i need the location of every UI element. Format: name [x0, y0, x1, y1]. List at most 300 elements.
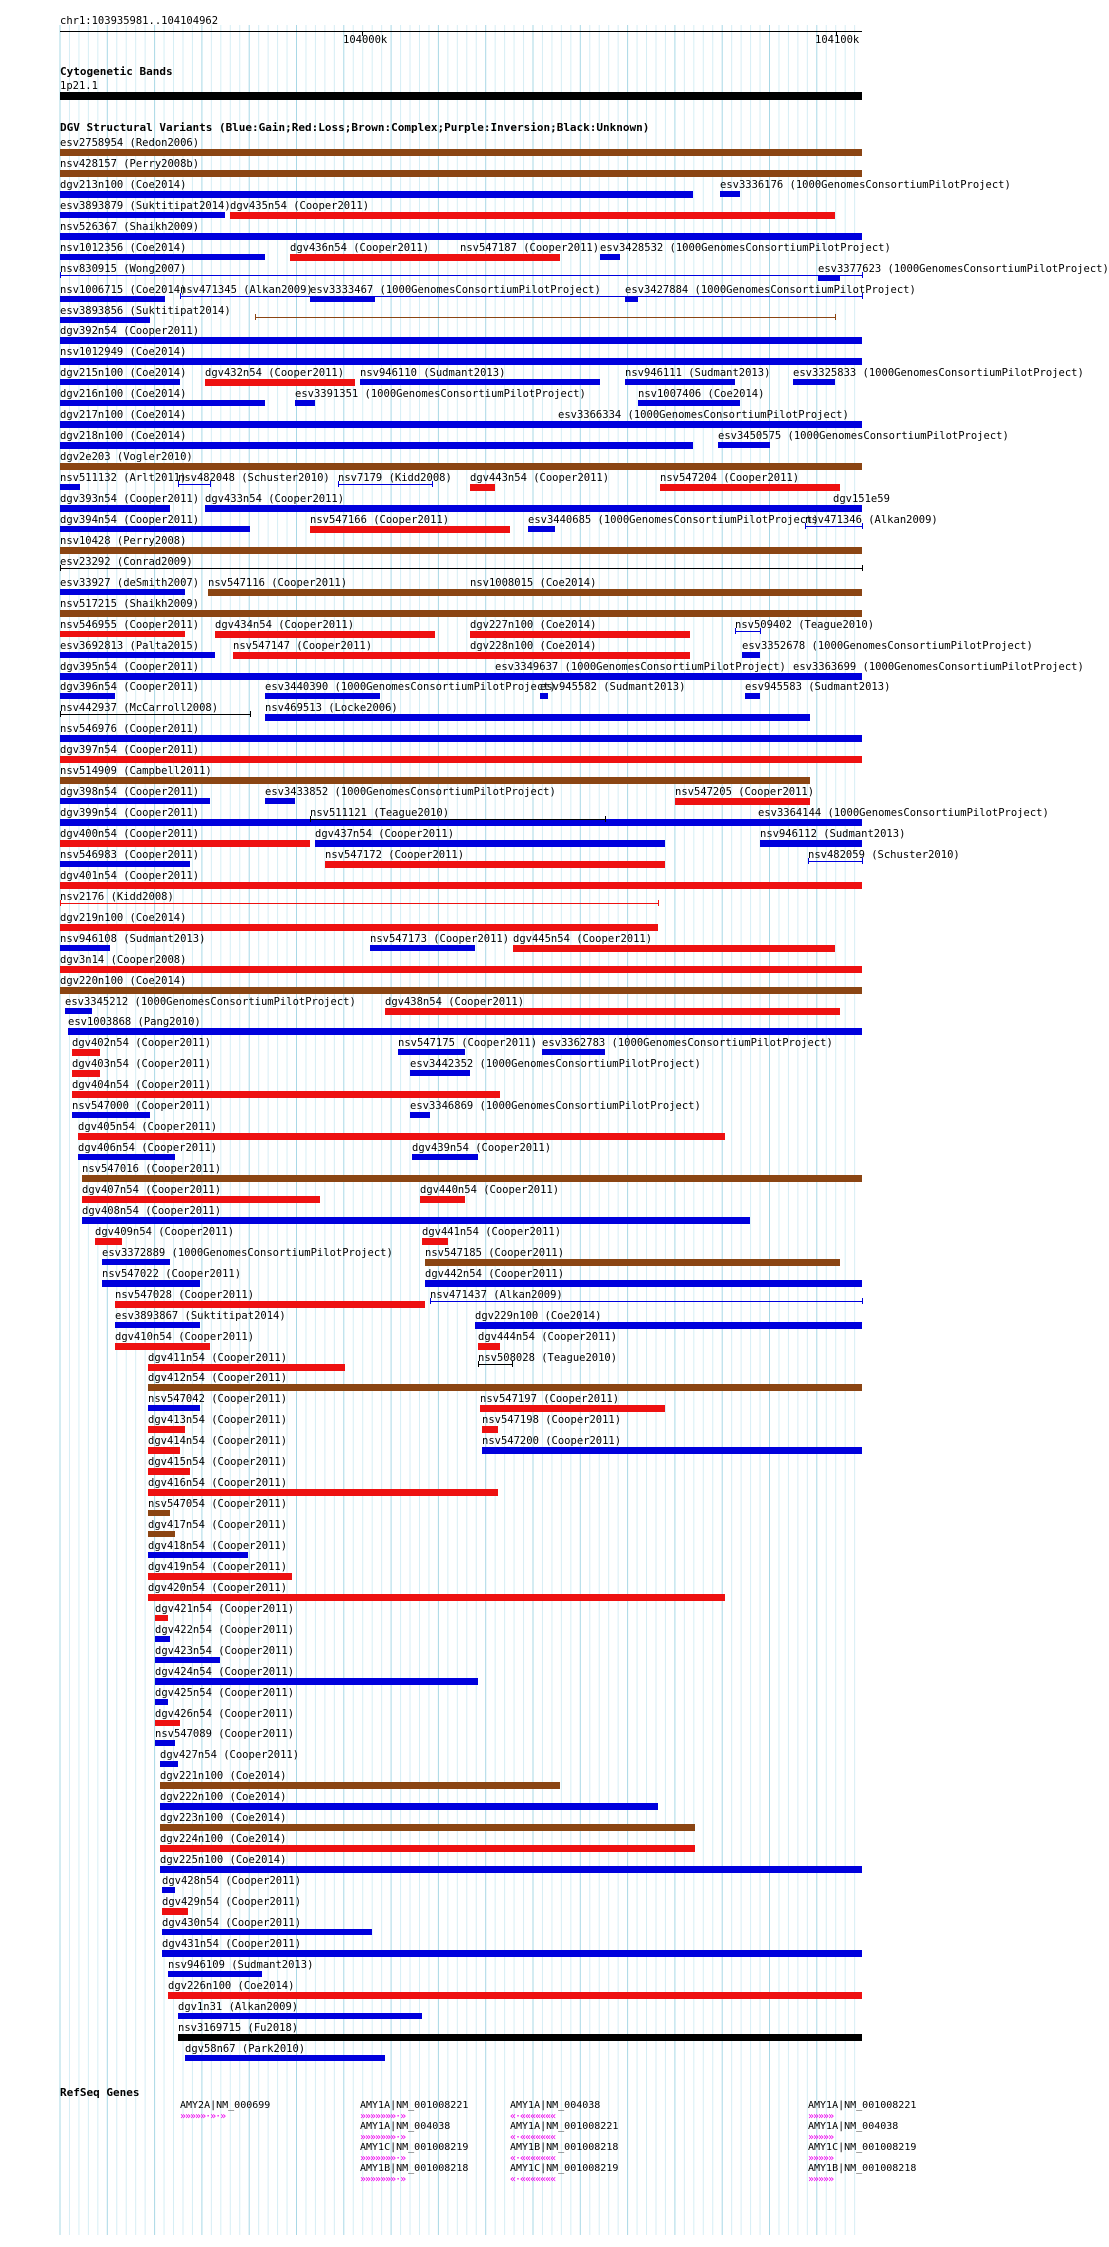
variant-label[interactable]: nsv471345 (Alkan2009) — [180, 283, 313, 296]
variant-bar-gain[interactable] — [60, 819, 862, 826]
variant-label[interactable]: dgv431n54 (Cooper2011) — [162, 1937, 302, 1950]
variant-label[interactable]: dgv413n54 (Cooper2011) — [148, 1414, 288, 1427]
variant-bar-gain[interactable] — [178, 2013, 422, 2019]
variant-label[interactable]: dgv433n54 (Cooper2011) — [205, 492, 345, 505]
gene-model-glyph[interactable]: «·««««««« — [510, 2111, 556, 2122]
gene-model-glyph[interactable]: «·««««««« — [510, 2174, 556, 2185]
variant-label[interactable]: dgv410n54 (Cooper2011) — [115, 1330, 255, 1343]
variant-label[interactable]: dgv428n54 (Cooper2011) — [162, 1875, 302, 1888]
variant-bar-loss[interactable] — [60, 631, 185, 637]
gene-label[interactable]: AMY1A|NM_004038 — [360, 2121, 451, 2132]
variant-bar-gain[interactable] — [155, 1657, 220, 1663]
variant-label[interactable]: nsv1006715 (Coe2014) — [60, 283, 187, 296]
variant-bar-loss[interactable] — [470, 484, 495, 491]
variant-label[interactable]: esv3333467 (1000GenomesConsortiumPilotProject) — [310, 283, 601, 296]
variant-bar-gain[interactable] — [542, 1049, 605, 1055]
variant-bar-gain[interactable] — [60, 191, 693, 198]
gene-model-glyph[interactable]: «·««««««« — [510, 2153, 556, 2164]
variant-bar-gain[interactable] — [60, 296, 165, 302]
variant-label[interactable]: dgv408n54 (Cooper2011) — [82, 1204, 222, 1217]
variant-label[interactable]: dgv217n100 (Coe2014) — [60, 409, 187, 422]
variant-bar-loss[interactable] — [60, 903, 658, 904]
variant-bar-gain[interactable] — [482, 1447, 862, 1454]
variant-label[interactable]: dgv417n54 (Cooper2011) — [148, 1519, 288, 1532]
variant-bar-gain[interactable] — [833, 505, 862, 512]
variant-label[interactable]: dgv423n54 (Cooper2011) — [155, 1644, 295, 1657]
variant-label[interactable]: dgv425n54 (Cooper2011) — [155, 1686, 295, 1699]
variant-bar-gain[interactable] — [160, 1866, 862, 1873]
variant-bar-gain[interactable] — [735, 631, 760, 632]
variant-bar-gain[interactable] — [638, 400, 740, 406]
variant-bar-gain[interactable] — [745, 693, 760, 699]
variant-label[interactable]: nsv3169715 (Fu2018) — [178, 2021, 299, 2034]
variant-label[interactable]: dgv221n100 (Coe2014) — [160, 1770, 287, 1783]
variant-label[interactable]: esv3427884 (1000GenomesConsortiumPilotProject) — [625, 283, 916, 296]
variant-label[interactable]: nsv547172 (Cooper2011) — [325, 848, 465, 861]
variant-bar-gain[interactable] — [412, 1154, 478, 1160]
variant-label[interactable]: dgv402n54 (Cooper2011) — [72, 1037, 212, 1050]
variant-label[interactable]: esv3372889 (1000GenomesConsortiumPilotProject) — [102, 1246, 393, 1259]
variant-label[interactable]: esv3346869 (1000GenomesConsortiumPilotProject) — [410, 1100, 701, 1113]
variant-label[interactable]: esv3325833 (1000GenomesConsortiumPilotProject) — [793, 367, 1084, 380]
variant-label[interactable]: nsv482059 (Schuster2010) — [808, 848, 960, 861]
variant-label[interactable]: nsv508028 (Teague2010) — [478, 1351, 618, 1364]
gene-model-glyph[interactable]: »»»»»·»·» — [180, 2111, 226, 2122]
variant-bar-loss[interactable] — [482, 1426, 498, 1433]
variant-bar-complex[interactable] — [60, 463, 862, 470]
variant-label[interactable]: dgv398n54 (Cooper2011) — [60, 786, 200, 799]
variant-bar-gain[interactable] — [115, 1322, 200, 1328]
variant-bar-unknown[interactable] — [60, 714, 250, 715]
variant-label[interactable]: esv3345212 (1000GenomesConsortiumPilotProject) — [65, 995, 356, 1008]
variant-bar-loss[interactable] — [205, 379, 355, 386]
variant-bar-loss[interactable] — [162, 1908, 188, 1915]
variant-bar-gain[interactable] — [155, 1636, 170, 1642]
variant-label[interactable]: esv3893856 (Suktitipat2014) — [60, 304, 231, 317]
variant-bar-complex[interactable] — [425, 1259, 840, 1266]
variant-bar-gain[interactable] — [162, 1887, 175, 1893]
variant-bar-gain[interactable] — [338, 484, 432, 485]
variant-bar-gain[interactable] — [60, 337, 862, 344]
variant-bar-gain[interactable] — [60, 589, 185, 595]
variant-label[interactable]: nsv526367 (Shaikh2009) — [60, 220, 200, 233]
variant-bar-gain[interactable] — [60, 861, 190, 867]
variant-label[interactable]: nsv511121 (Teague2010) — [310, 807, 450, 820]
variant-label[interactable]: dgv399n54 (Cooper2011) — [60, 807, 200, 820]
variant-label[interactable]: esv3352678 (1000GenomesConsortiumPilotProject) — [742, 639, 1033, 652]
variant-label[interactable]: esv2758954 (Redon2006) — [60, 137, 200, 149]
variant-bar-loss[interactable] — [148, 1426, 185, 1433]
variant-bar-loss[interactable] — [480, 1405, 665, 1412]
variant-label[interactable]: dgv395n54 (Cooper2011) — [60, 660, 200, 673]
variant-bar-loss[interactable] — [148, 1594, 725, 1601]
variant-bar-complex[interactable] — [60, 777, 810, 784]
variant-bar-gain[interactable] — [60, 358, 862, 365]
variant-label[interactable]: nsv547173 (Cooper2011) — [370, 932, 510, 945]
variant-label[interactable]: nsv547028 (Cooper2011) — [115, 1288, 255, 1301]
variant-label[interactable]: dgv226n100 (Coe2014) — [168, 1979, 295, 1992]
variant-label[interactable]: dgv415n54 (Cooper2011) — [148, 1456, 288, 1469]
gene-model-glyph[interactable]: »»»»»»»·» — [360, 2111, 406, 2122]
variant-bar-gain[interactable] — [265, 714, 810, 721]
variant-bar-gain[interactable] — [425, 1280, 862, 1287]
variant-bar-gain[interactable] — [155, 1678, 478, 1685]
variant-label[interactable]: dgv445n54 (Cooper2011) — [513, 932, 653, 945]
variant-bar-gain[interactable] — [410, 1070, 470, 1076]
variant-bar-complex[interactable] — [82, 1175, 862, 1182]
variant-bar-gain[interactable] — [410, 1112, 430, 1118]
variant-bar-complex[interactable] — [160, 1782, 560, 1789]
variant-bar-gain[interactable] — [600, 254, 620, 260]
variant-bar-gain[interactable] — [60, 317, 150, 323]
variant-label[interactable]: esv3893867 (Suktitipat2014) — [115, 1309, 286, 1322]
variant-label[interactable]: nsv509402 (Teague2010) — [735, 618, 875, 631]
variant-label[interactable]: dgv432n54 (Cooper2011) — [205, 367, 345, 380]
variant-bar-loss[interactable] — [82, 1196, 320, 1203]
variant-label[interactable]: esv3428532 (1000GenomesConsortiumPilotProject) — [600, 241, 891, 254]
variant-label[interactable]: dgv223n100 (Coe2014) — [160, 1812, 287, 1825]
variant-bar-loss[interactable] — [95, 1238, 122, 1245]
variant-label[interactable]: dgv224n100 (Coe2014) — [160, 1833, 287, 1846]
variant-label[interactable]: dgv229n100 (Coe2014) — [475, 1309, 602, 1322]
variant-label[interactable]: nsv1012356 (Coe2014) — [60, 241, 187, 254]
variant-label[interactable]: dgv401n54 (Cooper2011) — [60, 869, 200, 882]
variant-label[interactable]: dgv213n100 (Coe2014) — [60, 178, 187, 191]
variant-bar-gain[interactable] — [162, 1929, 372, 1935]
variant-label[interactable]: dgv3n14 (Cooper2008) — [60, 953, 187, 966]
gene-label[interactable]: AMY1A|NM_001008221 — [510, 2121, 619, 2132]
variant-bar-loss[interactable] — [470, 631, 690, 638]
variant-bar-loss[interactable] — [325, 861, 665, 868]
variant-label[interactable]: esv945583 (Sudmant2013) — [745, 681, 891, 694]
variant-label[interactable]: nsv946108 (Sudmant2013) — [60, 932, 206, 945]
gene-label[interactable]: AMY1A|NM_001008221 — [360, 2100, 469, 2111]
variant-bar-complex[interactable] — [60, 170, 862, 177]
variant-label[interactable]: dgv420n54 (Cooper2011) — [148, 1581, 288, 1594]
variant-bar-gain[interactable] — [60, 673, 862, 680]
variant-bar-gain[interactable] — [60, 798, 210, 804]
variant-label[interactable]: nsv946112 (Sudmant2013) — [760, 828, 906, 841]
variant-label[interactable]: esv3442352 (1000GenomesConsortiumPilotProject) — [410, 1058, 701, 1071]
variant-bar-loss[interactable] — [155, 1615, 168, 1621]
variant-label[interactable]: esv3362783 (1000GenomesConsortiumPilotProject) — [542, 1037, 833, 1050]
variant-label[interactable]: esv3440390 (1000GenomesConsortiumPilotProject) — [265, 681, 556, 694]
variant-label[interactable]: nsv547200 (Cooper2011) — [482, 1435, 622, 1448]
variant-bar-gain[interactable] — [60, 505, 170, 512]
variant-label[interactable]: dgv216n100 (Coe2014) — [60, 388, 187, 401]
variant-bar-loss[interactable] — [420, 1196, 465, 1203]
gene-model-glyph[interactable]: »»»»»»»·» — [360, 2153, 406, 2164]
variant-bar-gain[interactable] — [315, 840, 665, 847]
variant-bar-loss[interactable] — [148, 1468, 190, 1475]
variant-label[interactable]: dgv412n54 (Cooper2011) — [148, 1372, 288, 1385]
variant-bar-loss[interactable] — [60, 840, 310, 847]
gene-model-glyph[interactable]: »»»»»»»·» — [360, 2174, 406, 2185]
variant-label[interactable]: dgv218n100 (Coe2014) — [60, 430, 187, 443]
variant-bar-gain[interactable] — [168, 1971, 262, 1977]
gene-label[interactable]: AMY1C|NM_001008219 — [808, 2142, 917, 2153]
variant-bar-gain[interactable] — [78, 1154, 175, 1160]
variant-bar-gain[interactable] — [60, 735, 862, 742]
variant-label[interactable]: dgv418n54 (Cooper2011) — [148, 1539, 288, 1552]
variant-label[interactable]: dgv225n100 (Coe2014) — [160, 1854, 287, 1867]
variant-bar-gain[interactable] — [265, 798, 295, 804]
variant-label[interactable]: dgv222n100 (Coe2014) — [160, 1791, 287, 1804]
variant-bar-gain[interactable] — [60, 400, 265, 406]
variant-bar-gain[interactable] — [185, 2055, 385, 2061]
variant-bar-gain[interactable] — [60, 484, 80, 490]
variant-bar-loss[interactable] — [478, 1343, 500, 1350]
variant-bar-loss[interactable] — [660, 484, 840, 491]
variant-label[interactable]: nsv547197 (Cooper2011) — [480, 1393, 620, 1406]
variant-label[interactable]: dgv58n67 (Park2010) — [185, 2042, 306, 2055]
variant-label[interactable]: esv3391351 (1000GenomesConsortiumPilotProject) — [295, 388, 586, 401]
variant-label[interactable]: dgv392n54 (Cooper2011) — [60, 325, 200, 338]
variant-label[interactable]: dgv215n100 (Coe2014) — [60, 367, 187, 380]
variant-label[interactable]: dgv444n54 (Cooper2011) — [478, 1330, 618, 1343]
variant-label[interactable]: nsv946109 (Sudmant2013) — [168, 1958, 314, 1971]
variant-label[interactable]: esv3377623 (1000GenomesConsortiumPilotProject) — [818, 262, 1109, 275]
variant-bar-gain[interactable] — [82, 1217, 750, 1224]
variant-label[interactable]: dgv409n54 (Cooper2011) — [95, 1225, 235, 1238]
variant-label[interactable]: nsv2176 (Kidd2008) — [60, 890, 174, 903]
variant-label[interactable]: nsv946110 (Sudmant2013) — [360, 367, 506, 380]
variant-bar-loss[interactable] — [115, 1301, 425, 1308]
variant-bar-gain[interactable] — [818, 275, 840, 281]
variant-bar-gain[interactable] — [60, 442, 693, 449]
variant-bar-loss[interactable] — [148, 1573, 292, 1580]
gene-label[interactable]: AMY1C|NM_001008219 — [510, 2163, 619, 2174]
variant-bar-gain[interactable] — [60, 693, 115, 699]
variant-label[interactable]: dgv430n54 (Cooper2011) — [162, 1916, 302, 1929]
gene-label[interactable]: AMY1B|NM_001008218 — [808, 2163, 917, 2174]
gene-model-glyph[interactable]: «·««««««« — [510, 2132, 556, 2143]
variant-label[interactable]: esv3336176 (1000GenomesConsortiumPilotProject) — [720, 178, 1011, 191]
variant-label[interactable]: dgv441n54 (Cooper2011) — [422, 1225, 562, 1238]
variant-bar-gain[interactable] — [60, 254, 265, 260]
variant-label[interactable]: dgv220n100 (Coe2014) — [60, 974, 187, 987]
variant-label[interactable]: nsv482048 (Schuster2010) — [178, 472, 330, 485]
variant-bar-unknown[interactable] — [60, 568, 862, 569]
variant-bar-gain[interactable] — [60, 421, 862, 428]
variant-label[interactable]: dgv411n54 (Cooper2011) — [148, 1351, 288, 1364]
variant-bar-complex[interactable] — [60, 149, 862, 156]
variant-bar-gain[interactable] — [625, 379, 735, 385]
variant-bar-loss[interactable] — [460, 254, 560, 261]
variant-bar-loss[interactable] — [148, 1447, 180, 1454]
variant-bar-gain[interactable] — [60, 275, 862, 276]
variant-label[interactable]: dgv434n54 (Cooper2011) — [215, 618, 355, 631]
variant-label[interactable]: nsv469513 (Locke2006) — [265, 702, 398, 715]
variant-label[interactable]: nsv547204 (Cooper2011) — [660, 472, 800, 485]
variant-label[interactable]: dgv227n100 (Coe2014) — [470, 618, 597, 631]
variant-label[interactable]: dgv416n54 (Cooper2011) — [148, 1477, 288, 1490]
variant-bar-gain[interactable] — [205, 505, 862, 512]
variant-label[interactable]: nsv547089 (Cooper2011) — [155, 1728, 295, 1741]
variant-bar-complex[interactable] — [160, 1824, 695, 1831]
gene-label[interactable]: AMY1A|NM_001008221 — [808, 2100, 917, 2111]
variant-bar-loss[interactable] — [155, 1720, 180, 1726]
variant-label[interactable]: nsv1008015 (Coe2014) — [470, 576, 597, 589]
variant-bar-gain[interactable] — [178, 484, 210, 485]
variant-label[interactable]: nsv547000 (Cooper2011) — [72, 1100, 212, 1113]
variant-bar-gain[interactable] — [60, 379, 180, 385]
variant-bar-gain[interactable] — [60, 652, 215, 658]
variant-label[interactable]: esv945582 (Sudmant2013) — [540, 681, 686, 694]
variant-label[interactable]: esv3364144 (1000GenomesConsortiumPilotProject) — [758, 807, 1049, 820]
variant-bar-complex[interactable] — [60, 610, 862, 617]
variant-bar-gain[interactable] — [475, 1322, 862, 1329]
variant-label[interactable]: dgv406n54 (Cooper2011) — [78, 1142, 218, 1155]
variant-label[interactable]: nsv1007406 (Coe2014) — [638, 388, 765, 401]
variant-label[interactable]: dgv419n54 (Cooper2011) — [148, 1560, 288, 1573]
variant-label[interactable]: esv1003868 (Pang2010) — [68, 1016, 201, 1029]
variant-bar-unknown[interactable] — [478, 1364, 512, 1365]
variant-label[interactable]: nsv547022 (Cooper2011) — [102, 1267, 242, 1280]
variant-bar-loss[interactable] — [513, 945, 835, 952]
variant-bar-loss[interactable] — [160, 1845, 695, 1852]
variant-bar-loss[interactable] — [78, 1133, 725, 1140]
variant-bar-gain[interactable] — [72, 1112, 150, 1118]
variant-bar-gain[interactable] — [160, 1803, 658, 1810]
variant-label[interactable]: esv33927 (deSmith2007) — [60, 576, 200, 589]
variant-bar-gain[interactable] — [180, 296, 862, 297]
variant-label[interactable]: nsv547016 (Cooper2011) — [82, 1163, 222, 1176]
variant-bar-loss[interactable] — [230, 212, 835, 219]
variant-bar-unknown[interactable] — [310, 819, 605, 820]
variant-label[interactable]: nsv547185 (Cooper2011) — [425, 1246, 565, 1259]
variant-bar-loss[interactable] — [72, 1049, 100, 1056]
variant-bar-gain[interactable] — [295, 400, 315, 406]
variant-bar-gain[interactable] — [528, 526, 555, 532]
variant-bar-loss[interactable] — [72, 1070, 100, 1077]
variant-label[interactable]: nsv547054 (Cooper2011) — [148, 1498, 288, 1511]
variant-label[interactable]: nsv7179 (Kidd2008) — [338, 472, 452, 485]
variant-label[interactable]: nsv547042 (Cooper2011) — [148, 1393, 288, 1406]
variant-label[interactable]: nsv442937 (McCarroll2008) — [60, 702, 219, 715]
gene-model-glyph[interactable]: »»»»»»»·» — [360, 2132, 406, 2143]
variant-bar-loss[interactable] — [168, 1992, 862, 1999]
variant-label[interactable]: dgv405n54 (Cooper2011) — [78, 1121, 218, 1134]
variant-bar-gain[interactable] — [265, 693, 380, 699]
variant-bar-unknown[interactable] — [178, 2034, 862, 2041]
gene-label[interactable]: AMY1B|NM_001008218 — [360, 2163, 469, 2174]
variant-label[interactable]: dgv151e59 — [833, 492, 890, 505]
variant-bar-gain[interactable] — [793, 673, 820, 679]
variant-bar-gain[interactable] — [760, 840, 862, 847]
variant-bar-loss[interactable] — [233, 652, 480, 659]
variant-label[interactable]: nsv547166 (Cooper2011) — [310, 513, 450, 526]
cytoband-bar[interactable] — [60, 92, 862, 100]
variant-label[interactable]: esv3363699 (1000GenomesConsortiumPilotProject) — [793, 660, 1084, 673]
gene-model-glyph[interactable]: »»»»» — [808, 2153, 834, 2164]
variant-bar-gain[interactable] — [148, 1552, 248, 1558]
variant-label[interactable]: esv3433852 (1000GenomesConsortiumPilotProject) — [265, 786, 556, 799]
variant-label[interactable]: nsv471437 (Alkan2009) — [430, 1288, 563, 1301]
variant-label[interactable]: nsv10428 (Perry2008) — [60, 534, 187, 547]
variant-bar-gain[interactable] — [102, 1280, 200, 1287]
variant-bar-complex[interactable] — [470, 589, 862, 596]
variant-label[interactable]: dgv442n54 (Cooper2011) — [425, 1267, 565, 1280]
gene-model-glyph[interactable]: »»»»» — [808, 2174, 834, 2185]
variant-label[interactable]: dgv435n54 (Cooper2011) — [230, 199, 370, 212]
variant-bar-complex[interactable] — [148, 1384, 862, 1391]
variant-bar-loss[interactable] — [385, 1008, 840, 1015]
variant-bar-loss[interactable] — [148, 1364, 345, 1371]
variant-bar-gain[interactable] — [758, 819, 790, 825]
variant-bar-gain[interactable] — [102, 1259, 170, 1265]
variant-bar-gain[interactable] — [60, 212, 225, 218]
variant-bar-gain[interactable] — [558, 421, 580, 427]
variant-label[interactable]: dgv394n54 (Cooper2011) — [60, 513, 200, 526]
variant-label[interactable]: dgv440n54 (Cooper2011) — [420, 1184, 560, 1196]
variant-bar-loss[interactable] — [60, 882, 862, 889]
variant-bar-loss[interactable] — [115, 1343, 210, 1350]
variant-bar-complex[interactable] — [148, 1510, 170, 1516]
variant-label[interactable]: dgv424n54 (Cooper2011) — [155, 1665, 295, 1678]
variant-label[interactable]: nsv547205 (Cooper2011) — [675, 786, 815, 799]
variant-label[interactable]: esv3440685 (1000GenomesConsortiumPilotProject) — [528, 513, 819, 526]
variant-label[interactable]: nsv547175 (Cooper2011) — [398, 1037, 538, 1050]
variant-label[interactable]: esv23292 (Conrad2009) — [60, 555, 193, 568]
variant-bar-gain[interactable] — [625, 296, 638, 302]
variant-bar-gain[interactable] — [370, 945, 475, 951]
variant-label[interactable]: dgv404n54 (Cooper2011) — [72, 1079, 212, 1092]
variant-label[interactable]: dgv427n54 (Cooper2011) — [160, 1749, 300, 1762]
variant-bar-gain[interactable] — [720, 191, 740, 197]
gene-label[interactable]: AMY2A|NM_000699 — [180, 2100, 271, 2111]
variant-bar-gain[interactable] — [162, 1950, 862, 1957]
variant-bar-gain[interactable] — [68, 1028, 862, 1035]
variant-bar-complex[interactable] — [60, 547, 862, 554]
variant-label[interactable]: nsv1012949 (Coe2014) — [60, 346, 187, 359]
variant-label[interactable]: dgv403n54 (Cooper2011) — [72, 1058, 212, 1071]
gene-model-glyph[interactable]: »»»»» — [808, 2132, 834, 2143]
variant-label[interactable]: nsv547116 (Cooper2011) — [208, 576, 348, 589]
variant-label[interactable]: nsv830915 (Wong2007) — [60, 262, 187, 275]
variant-bar-gain[interactable] — [155, 1740, 175, 1746]
gene-label[interactable]: AMY1A|NM_004038 — [510, 2100, 601, 2111]
variant-label[interactable]: dgv429n54 (Cooper2011) — [162, 1895, 302, 1908]
variant-label[interactable]: nsv546955 (Cooper2011) — [60, 618, 200, 631]
variant-label[interactable]: nsv511132 (Arlt2011) — [60, 472, 187, 485]
variant-bar-loss[interactable] — [310, 526, 510, 533]
variant-label[interactable]: dgv426n54 (Cooper2011) — [155, 1707, 295, 1720]
variant-label[interactable]: dgv422n54 (Cooper2011) — [155, 1623, 295, 1636]
variant-label[interactable]: nsv547198 (Cooper2011) — [482, 1414, 622, 1427]
variant-bar-gain[interactable] — [310, 296, 375, 302]
variant-bar-loss[interactable] — [422, 1238, 448, 1245]
variant-bar-gain[interactable] — [60, 233, 862, 240]
variant-label[interactable]: dgv397n54 (Cooper2011) — [60, 744, 200, 757]
variant-label[interactable]: esv3450575 (1000GenomesConsortiumPilotProject) — [718, 430, 1009, 443]
variant-label[interactable]: nsv946111 (Sudmant2013) — [625, 367, 771, 380]
variant-bar-loss[interactable] — [675, 798, 810, 805]
variant-bar-gain[interactable] — [65, 1008, 92, 1014]
variant-label[interactable]: dgv228n100 (Coe2014) — [470, 639, 597, 652]
variant-bar-complex[interactable] — [255, 317, 835, 318]
variant-bar-loss[interactable] — [148, 1489, 498, 1496]
variant-bar-loss[interactable] — [60, 966, 862, 973]
variant-label[interactable]: esv3366334 (1000GenomesConsortiumPilotProject) — [558, 409, 849, 422]
variant-bar-gain[interactable] — [148, 1405, 200, 1411]
variant-bar-loss[interactable] — [72, 1091, 500, 1098]
variant-label[interactable]: nsv546983 (Cooper2011) — [60, 848, 200, 861]
gene-label[interactable]: AMY1C|NM_001008219 — [360, 2142, 469, 2153]
variant-label[interactable]: dgv439n54 (Cooper2011) — [412, 1142, 552, 1155]
variant-label[interactable]: dgv443n54 (Cooper2011) — [470, 472, 610, 485]
variant-bar-gain[interactable] — [540, 693, 548, 699]
